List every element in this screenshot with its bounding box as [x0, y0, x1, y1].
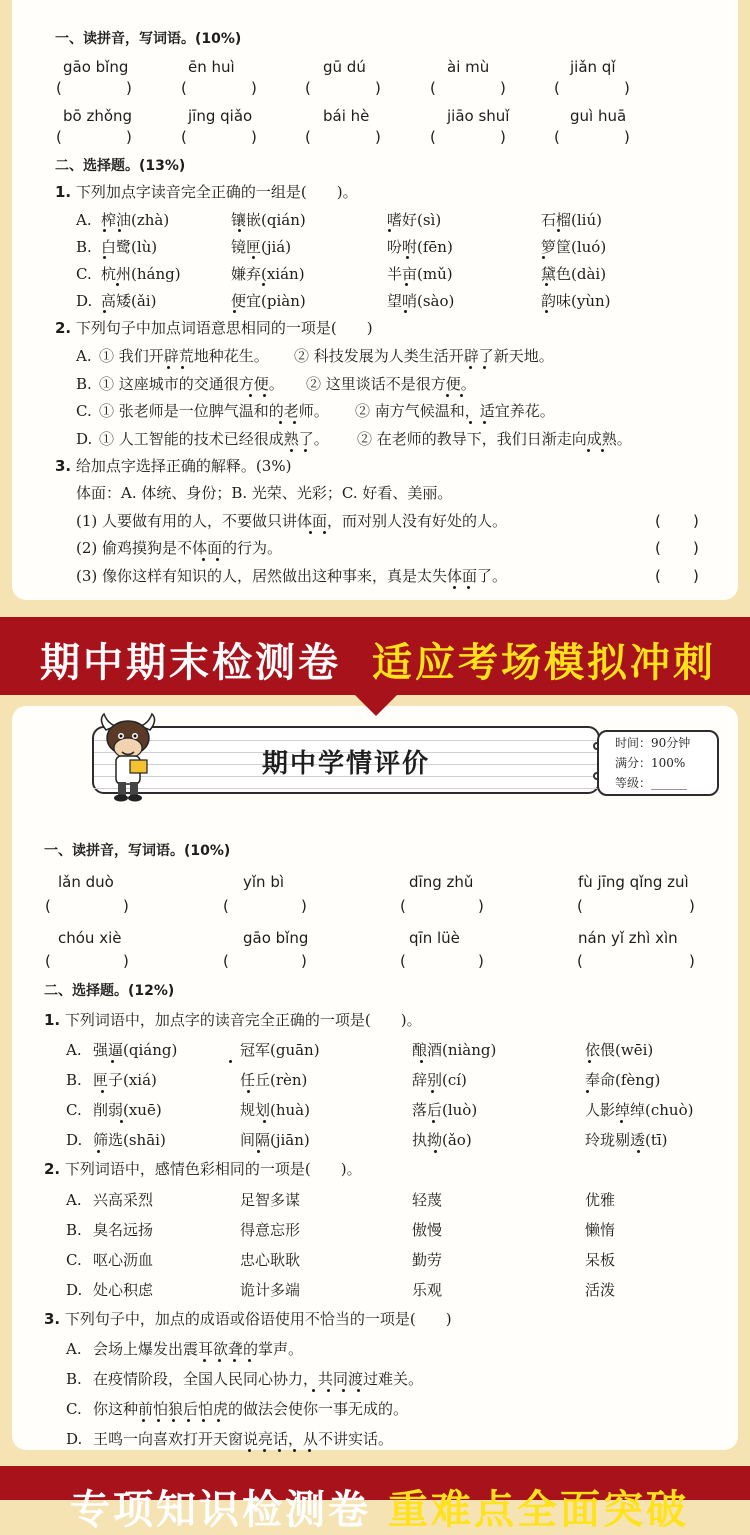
option-word: 忠心耿耿	[240, 1251, 301, 1269]
option-letter: C.	[66, 1101, 82, 1119]
emphasis-dot	[309, 531, 312, 534]
pinyin-label: lǎn duò	[58, 873, 114, 891]
emphasis-dot	[252, 256, 255, 259]
emphasis-dot	[263, 394, 266, 397]
option-sentence: ① 我们开辟荒地种花生。	[99, 347, 269, 365]
answer-paren-close: )	[301, 952, 307, 970]
emphasis-dot	[290, 449, 293, 452]
answer-paren-open: (	[45, 897, 51, 915]
emphasis-dot	[545, 310, 548, 313]
option-letter: C.	[66, 1251, 82, 1269]
exam-full-score: 满分：100%	[615, 756, 686, 770]
option-word: 呕心沥血	[93, 1251, 154, 1269]
option-word: 规划(huà)	[240, 1101, 310, 1119]
emphasis-dot	[247, 1090, 250, 1093]
section-heading: 一、读拼音，写词语。(10%)	[44, 843, 231, 859]
answer-paren-close: )	[689, 952, 695, 970]
emphasis-dot	[97, 1150, 100, 1153]
option-letter: B.	[66, 1221, 82, 1239]
emphasis-dot	[279, 421, 282, 424]
emphasis-dot	[453, 586, 456, 589]
answer-paren-open: (	[305, 128, 311, 146]
option-word: 执拗(ǎo)	[412, 1131, 472, 1149]
option-word: 榨油(zhà)	[101, 211, 170, 229]
answer-paren-close: )	[693, 512, 699, 530]
section-heading: 二、选择题。(13%)	[55, 158, 186, 174]
emphasis-dot	[434, 1150, 437, 1153]
pinyin-label: chóu xiè	[58, 929, 122, 947]
option-sentence: ② 南方气候温和，适宜养花。	[355, 402, 555, 420]
emphasis-dot	[469, 421, 472, 424]
exam-grade: 等级：______	[615, 776, 688, 790]
option-letter: C.	[66, 1400, 82, 1418]
emphasis-dot	[167, 366, 170, 369]
pinyin-label: qīn lüè	[409, 929, 460, 947]
option-word: 得意忘形	[240, 1221, 301, 1239]
option-word: 酿酒(niàng)	[412, 1041, 497, 1059]
answer-paren-close: )	[624, 79, 630, 97]
option-word: 轻蔑	[412, 1191, 443, 1209]
option-letter: D.	[76, 430, 93, 448]
option-word: 辞别(cí)	[412, 1071, 467, 1089]
answer-paren-open: (	[45, 952, 51, 970]
emphasis-dot	[304, 449, 307, 452]
answer-paren-close: )	[123, 897, 129, 915]
emphasis-dot	[637, 1150, 640, 1153]
banner-text-white: 期中期末检测卷	[40, 640, 341, 686]
emphasis-dot	[483, 421, 486, 424]
pinyin-label: bō zhǒng	[63, 107, 133, 125]
option-word: 呆板	[585, 1251, 616, 1269]
emphasis-dot	[103, 229, 106, 232]
answer-paren-open: (	[577, 897, 583, 915]
option-word: 筛选(shāi)	[93, 1131, 166, 1149]
emphasis-dot	[293, 1449, 296, 1452]
emphasis-dot	[587, 449, 590, 452]
emphasis-dot	[248, 1449, 251, 1452]
option-sentence: ② 科技发展为人类生活开辟了新天地。	[294, 347, 554, 365]
pinyin-label: nán yǐ zhì xìn	[578, 929, 678, 947]
emphasis-dot	[187, 1419, 190, 1422]
exam-title-banner	[92, 726, 600, 794]
answer-paren-open: (	[577, 952, 583, 970]
pinyin-label: bái hè	[323, 107, 370, 125]
emphasis-dot	[263, 1120, 266, 1123]
pinyin-label: jiāo shuǐ	[447, 107, 510, 125]
definition-line: 体面：A. 体统、身份；B. 光荣、光彩；C. 好看、美丽。	[76, 484, 453, 502]
option-word: 奉命(fèng)	[585, 1071, 661, 1089]
option-word: 镶嵌(qián)	[231, 211, 306, 229]
emphasis-dot	[545, 283, 548, 286]
answer-paren-open: (	[223, 952, 229, 970]
emphasis-dot	[342, 1389, 345, 1392]
item-sentence: (2) 偷鸡摸狗是不体面的行为。	[76, 539, 283, 557]
option-word: 黛色(dài)	[541, 265, 607, 283]
option-sentence: ② 这里谈话不是很方便。	[306, 375, 476, 393]
emphasis-dot	[229, 1060, 232, 1063]
item-sentence: (1) 人要做有用的人，不要做只讲体面，而对别人没有好处的人。	[76, 512, 508, 530]
option-word: 傲慢	[412, 1221, 443, 1239]
option-word: 处心积虑	[93, 1281, 154, 1299]
emphasis-dot	[203, 1359, 206, 1362]
pinyin-label: ài mù	[447, 58, 490, 76]
option-sentence: ① 人工智能的技术已经很成熟了。	[99, 430, 329, 448]
option-sentence: ① 张老师是一位脾气温和的老师。	[99, 402, 329, 420]
answer-paren-close: )	[478, 897, 484, 915]
emphasis-dot	[142, 1419, 145, 1422]
exam-info-box	[597, 730, 719, 796]
emphasis-dot	[460, 394, 463, 397]
answer-paren-close: )	[624, 128, 630, 146]
emphasis-dot	[404, 310, 407, 313]
pinyin-label: ēn huì	[188, 58, 235, 76]
emphasis-dot	[278, 1449, 281, 1452]
answer-paren-open: (	[400, 952, 406, 970]
option-word: 乐观	[412, 1281, 443, 1299]
option-sentence: 在疫情阶段，全国人民同心协力，共同渡过难关。	[93, 1370, 424, 1388]
emphasis-dot	[469, 366, 472, 369]
answer-paren-open: (	[400, 897, 406, 915]
option-word: 吩咐(fēn)	[387, 238, 453, 256]
answer-paren-close: )	[693, 539, 699, 557]
option-word: 便宜(piàn)	[231, 292, 306, 310]
emphasis-dot	[388, 229, 391, 232]
emphasis-dot	[431, 1090, 434, 1093]
emphasis-dot	[406, 256, 409, 259]
emphasis-dot	[202, 1419, 205, 1422]
emphasis-dot	[118, 229, 121, 232]
item-sentence: (3) 像你这样有知识的人，居然做出这种事来，真是太失体面了。	[76, 567, 508, 585]
emphasis-dot	[357, 1389, 360, 1392]
question-3: 3. 给加点字选择正确的解释。(3%)	[55, 457, 292, 475]
option-letter: A.	[76, 347, 92, 365]
emphasis-dot	[181, 366, 184, 369]
option-word: 臭名远扬	[93, 1221, 154, 1239]
option-word: 兴高采烈	[93, 1191, 154, 1209]
question-3: 3. 下列句子中，加点的成语或俗语使用不恰当的一项是( )	[44, 1310, 452, 1328]
emphasis-dot	[446, 394, 449, 397]
option-word: 镜匣(jiá)	[231, 238, 292, 256]
option-word: 人影绰绰(chuò)	[585, 1101, 694, 1119]
option-letter: D.	[76, 292, 93, 310]
option-word: 足智多谋	[240, 1191, 301, 1209]
answer-paren-close: )	[375, 79, 381, 97]
answer-paren-open: (	[554, 128, 560, 146]
option-word: 嗜好(sì)	[387, 211, 442, 229]
emphasis-dot	[111, 1060, 114, 1063]
answer-paren-close: )	[251, 128, 257, 146]
answer-paren-open: (	[655, 512, 661, 530]
option-letter: A.	[66, 1191, 82, 1209]
emphasis-dot	[103, 310, 106, 313]
answer-paren-open: (	[223, 897, 229, 915]
option-word: 勤劳	[412, 1251, 443, 1269]
option-letter: B.	[66, 1370, 82, 1388]
option-word: 嫌弃(xián)	[231, 265, 305, 283]
question-1: 1. 下列加点字读音完全正确的一组是( )。	[55, 183, 358, 201]
pinyin-label: gāo bǐng	[243, 929, 309, 947]
emphasis-dot	[263, 1449, 266, 1452]
exam-time: 时间：90分钟	[615, 736, 691, 750]
emphasis-dot	[323, 531, 326, 534]
emphasis-dot	[308, 1449, 311, 1452]
pinyin-label: dīng zhǔ	[409, 873, 474, 891]
emphasis-dot	[217, 1419, 220, 1422]
exam-title: 期中学情评价	[261, 749, 430, 779]
answer-paren-open: (	[181, 128, 187, 146]
emphasis-dot	[420, 1060, 423, 1063]
emphasis-dot	[233, 310, 236, 313]
emphasis-dot	[405, 283, 408, 286]
emphasis-dot	[202, 558, 205, 561]
section-heading: 二、选择题。(12%)	[44, 983, 175, 999]
answer-paren-open: (	[305, 79, 311, 97]
answer-paren-close: )	[500, 128, 506, 146]
pinyin-label: yǐn bì	[243, 873, 285, 891]
option-letter: C.	[76, 402, 92, 420]
answer-paren-close: )	[251, 79, 257, 97]
emphasis-dot	[233, 1359, 236, 1362]
option-sentence: ① 这座城市的交通很方便。	[99, 375, 284, 393]
emphasis-dot	[262, 283, 265, 286]
banner-pointer	[354, 694, 398, 716]
emphasis-dot	[432, 1120, 435, 1123]
answer-paren-close: )	[693, 567, 699, 585]
pinyin-label: jiǎn qǐ	[570, 58, 616, 76]
banner-text-yellow: 适应考场模拟冲刺	[372, 640, 716, 686]
emphasis-dot	[257, 1150, 260, 1153]
option-sentence: 你这种前怕狼后怕虎的做法会使你一事无成的。	[93, 1400, 409, 1418]
option-word: 强逼(qiáng)	[93, 1041, 178, 1059]
emphasis-dot	[120, 1120, 123, 1123]
option-letter: A.	[66, 1041, 82, 1059]
option-sentence: 王鸣一向喜欢打开天窗说亮话，从不讲实话。	[93, 1430, 394, 1448]
option-letter: C.	[76, 265, 92, 283]
option-word: 望哨(sào)	[387, 292, 455, 310]
option-letter: B.	[66, 1071, 82, 1089]
option-word: 活泼	[585, 1281, 616, 1299]
option-word: 玲珑剔透(tī)	[585, 1131, 668, 1149]
option-sentence: ② 在老师的教导下，我们日渐走向成熟。	[357, 430, 632, 448]
option-word: 冠军(guān)	[240, 1041, 320, 1059]
emphasis-dot	[620, 1120, 623, 1123]
banner-text-yellow: 重难点全面突破	[388, 1487, 689, 1533]
emphasis-dot	[216, 558, 219, 561]
pinyin-label: jīng qiǎo	[188, 107, 253, 125]
pinyin-label: guì huā	[570, 107, 627, 125]
emphasis-dot	[157, 1419, 160, 1422]
emphasis-dot	[601, 449, 604, 452]
answer-paren-close: )	[478, 952, 484, 970]
option-word: 懒惰	[585, 1221, 616, 1239]
answer-paren-open: (	[655, 539, 661, 557]
option-letter: D.	[66, 1281, 83, 1299]
option-word: 杭州(háng)	[101, 265, 181, 283]
pinyin-label: gāo bǐng	[63, 58, 129, 76]
answer-paren-open: (	[554, 79, 560, 97]
emphasis-dot	[467, 586, 470, 589]
emphasis-dot	[249, 394, 252, 397]
question-1: 1. 下列词语中，加点字的读音完全正确的一项是( )。	[44, 1011, 422, 1029]
section-heading: 一、读拼音，写词语。(10%)	[55, 31, 242, 47]
option-letter: A.	[76, 211, 92, 229]
option-word: 削弱(xuē)	[93, 1101, 162, 1119]
emphasis-dot	[586, 1090, 589, 1093]
answer-paren-close: )	[123, 952, 129, 970]
option-word: 白鹭(lù)	[101, 238, 158, 256]
option-word: 优雅	[585, 1191, 616, 1209]
option-word: 高矮(ǎi)	[101, 292, 157, 310]
option-letter: D.	[66, 1131, 83, 1149]
option-word: 箩筐(luó)	[541, 238, 607, 256]
emphasis-dot	[248, 1359, 251, 1362]
answer-paren-open: (	[56, 128, 62, 146]
option-word: 石榴(liú)	[541, 211, 602, 229]
answer-paren-close: )	[375, 128, 381, 146]
option-word: 半亩(mǔ)	[387, 265, 453, 283]
option-sentence: 会场上爆发出震耳欲聋的掌声。	[93, 1340, 304, 1358]
emphasis-dot	[103, 256, 106, 259]
emphasis-dot	[588, 1060, 591, 1063]
answer-paren-close: )	[126, 128, 132, 146]
answer-paren-open: (	[430, 79, 436, 97]
question-2: 2. 下列词语中，感情色彩相同的一项是( )。	[44, 1160, 362, 1178]
emphasis-dot	[238, 229, 241, 232]
emphasis-dot	[483, 366, 486, 369]
answer-paren-close: )	[301, 897, 307, 915]
option-letter: D.	[66, 1430, 83, 1448]
emphasis-dot	[542, 256, 545, 259]
option-word: 诡计多端	[240, 1281, 301, 1299]
emphasis-dot	[327, 1389, 330, 1392]
bull-mascot-icon	[96, 712, 162, 804]
answer-paren-close: )	[126, 79, 132, 97]
promo-banner	[0, 617, 750, 695]
option-letter: B.	[76, 375, 92, 393]
option-letter: B.	[76, 238, 92, 256]
option-word: 匣子(xiá)	[93, 1071, 157, 1089]
option-word: 落后(luò)	[412, 1101, 478, 1119]
emphasis-dot	[557, 229, 560, 232]
answer-paren-open: (	[181, 79, 187, 97]
emphasis-dot	[116, 283, 119, 286]
emphasis-dot	[172, 1419, 175, 1422]
promo-banner	[0, 1466, 750, 1533]
option-word: 间隔(jiān)	[240, 1131, 310, 1149]
emphasis-dot	[293, 421, 296, 424]
option-word: 韵味(yùn)	[541, 292, 611, 310]
answer-paren-close: )	[500, 79, 506, 97]
option-word: 任丘(rèn)	[240, 1071, 308, 1089]
option-letter: A.	[66, 1340, 82, 1358]
question-2: 2. 下列句子中加点词语意思相同的一项是( )	[55, 319, 373, 337]
emphasis-dot	[312, 1389, 315, 1392]
answer-paren-close: )	[689, 897, 695, 915]
banner-text-white: 专项知识检测卷	[70, 1487, 371, 1533]
answer-paren-open: (	[655, 567, 661, 585]
answer-paren-open: (	[56, 79, 62, 97]
emphasis-dot	[101, 1090, 104, 1093]
option-word: 依偎(wēi)	[585, 1041, 654, 1059]
emphasis-dot	[218, 1359, 221, 1362]
pinyin-label: fù jīng qǐng zuì	[578, 873, 689, 891]
pinyin-label: gū dú	[323, 58, 366, 76]
answer-paren-open: (	[430, 128, 436, 146]
